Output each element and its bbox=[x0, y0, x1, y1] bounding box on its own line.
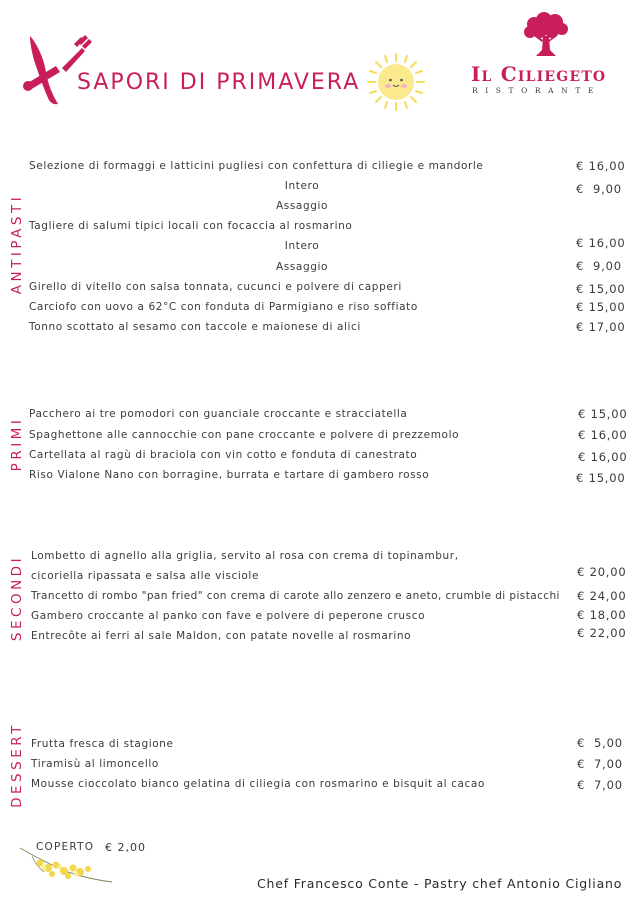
coperto-label: COPERTO bbox=[36, 841, 95, 853]
menu-item-price: € 9,00 bbox=[576, 182, 622, 196]
menu-item-option: Assaggio bbox=[275, 200, 329, 212]
menu-item-name: Girello di vitello con salsa tonnata, cucunci e polvere di capperi bbox=[29, 281, 402, 293]
menu-item-option: Intero bbox=[284, 180, 320, 192]
menu-item-price: € 17,00 bbox=[576, 320, 626, 334]
menu-item-price: € 16,00 bbox=[578, 428, 628, 442]
restaurant-name: Il Ciliegeto bbox=[471, 62, 607, 86]
menu-item-price: € 15,00 bbox=[576, 282, 626, 296]
menu-item-name: Cartellata al ragù di braciola con vin cotto e fonduta di canestrato bbox=[29, 449, 418, 461]
menu-item-name: Pacchero ai tre pomodori con guanciale croccante e stracciatella bbox=[29, 408, 408, 420]
menu-item-price: € 16,00 bbox=[578, 450, 628, 464]
menu-item-name: Carciofo con uovo a 62°C con fonduta di Parmigiano e riso soffiato bbox=[29, 301, 418, 313]
section-label-secondi: SECONDI bbox=[9, 554, 25, 642]
flowers-icon bbox=[18, 846, 114, 884]
section-label-antipasti: ANTIPASTI bbox=[9, 193, 25, 295]
menu-item-name: Lombetto di agnello alla griglia, servito al rosa con crema di topinambur, bbox=[31, 550, 459, 562]
menu-item-name: Trancetto di rombo "pan fried" con crema di carote allo zenzero e aneto, crumble di pistacchi bbox=[31, 590, 560, 602]
menu-item-name: Gambero croccante al panko con fave e polvere di peperone crusco bbox=[31, 610, 426, 622]
menu-item-name: Frutta fresca di stagione bbox=[31, 738, 174, 750]
menu-item-price: € 16,00 bbox=[576, 236, 626, 250]
menu-item-price: € 20,00 bbox=[577, 565, 627, 579]
menu-item-price: € 15,00 bbox=[578, 407, 628, 421]
menu-item-name: Spaghettone alle cannocchie con pane croccante e polvere di prezzemolo bbox=[29, 429, 460, 441]
footer-credits: Chef Francesco Conte - Pastry chef Antonio Cigliano bbox=[257, 876, 623, 891]
section-label-dessert: DESSERT bbox=[9, 722, 25, 808]
menu-item-price: € 16,00 bbox=[576, 159, 626, 173]
menu-item-price: € 7,00 bbox=[577, 757, 623, 771]
cherry-tree-logo bbox=[522, 12, 570, 58]
menu-item-name: Selezione di formaggi e latticini pugliesi con confettura di ciliegie e mandorle bbox=[29, 160, 484, 172]
menu-item-name: Tagliere di salumi tipici locali con focaccia al rosmarino bbox=[29, 220, 353, 232]
menu-item-name-continued: cicoriella ripassata e salsa alle visciole bbox=[31, 570, 260, 582]
sun-icon bbox=[366, 52, 426, 112]
menu-item-option: Intero bbox=[284, 240, 320, 252]
menu-title: SAPORI DI PRIMAVERA bbox=[77, 70, 361, 95]
menu-item-name: Riso Vialone Nano con borragine, burrata e tartare di gambero rosso bbox=[29, 469, 430, 481]
menu-item-name: Entrecôte ai ferri al sale Maldon, con patate novelle al rosmarino bbox=[31, 630, 412, 642]
menu-item-name: Tiramisù al limoncello bbox=[31, 758, 159, 770]
section-label-primi: PRIMI bbox=[9, 416, 25, 472]
menu-item-price: € 15,00 bbox=[576, 471, 626, 485]
menu-item-option: Assaggio bbox=[275, 261, 329, 273]
menu-item-price: € 24,00 bbox=[577, 589, 627, 603]
menu-item-price: € 15,00 bbox=[576, 300, 626, 314]
menu-item-price: € 9,00 bbox=[576, 259, 622, 273]
menu-item-price: € 7,00 bbox=[577, 778, 623, 792]
menu-item-price: € 18,00 bbox=[577, 608, 627, 622]
menu-item-name: Tonno scottato al sesamo con taccole e maionese di alici bbox=[29, 321, 361, 333]
coperto-price: € 2,00 bbox=[105, 841, 146, 854]
menu-item-name: Mousse cioccolato bianco gelatina di ciliegia con rosmarino e bisquit al cacao bbox=[31, 778, 485, 790]
restaurant-subtitle: RISTORANTE bbox=[472, 86, 602, 95]
menu-item-price: € 5,00 bbox=[577, 736, 623, 750]
menu-item-price: € 22,00 bbox=[577, 626, 627, 640]
